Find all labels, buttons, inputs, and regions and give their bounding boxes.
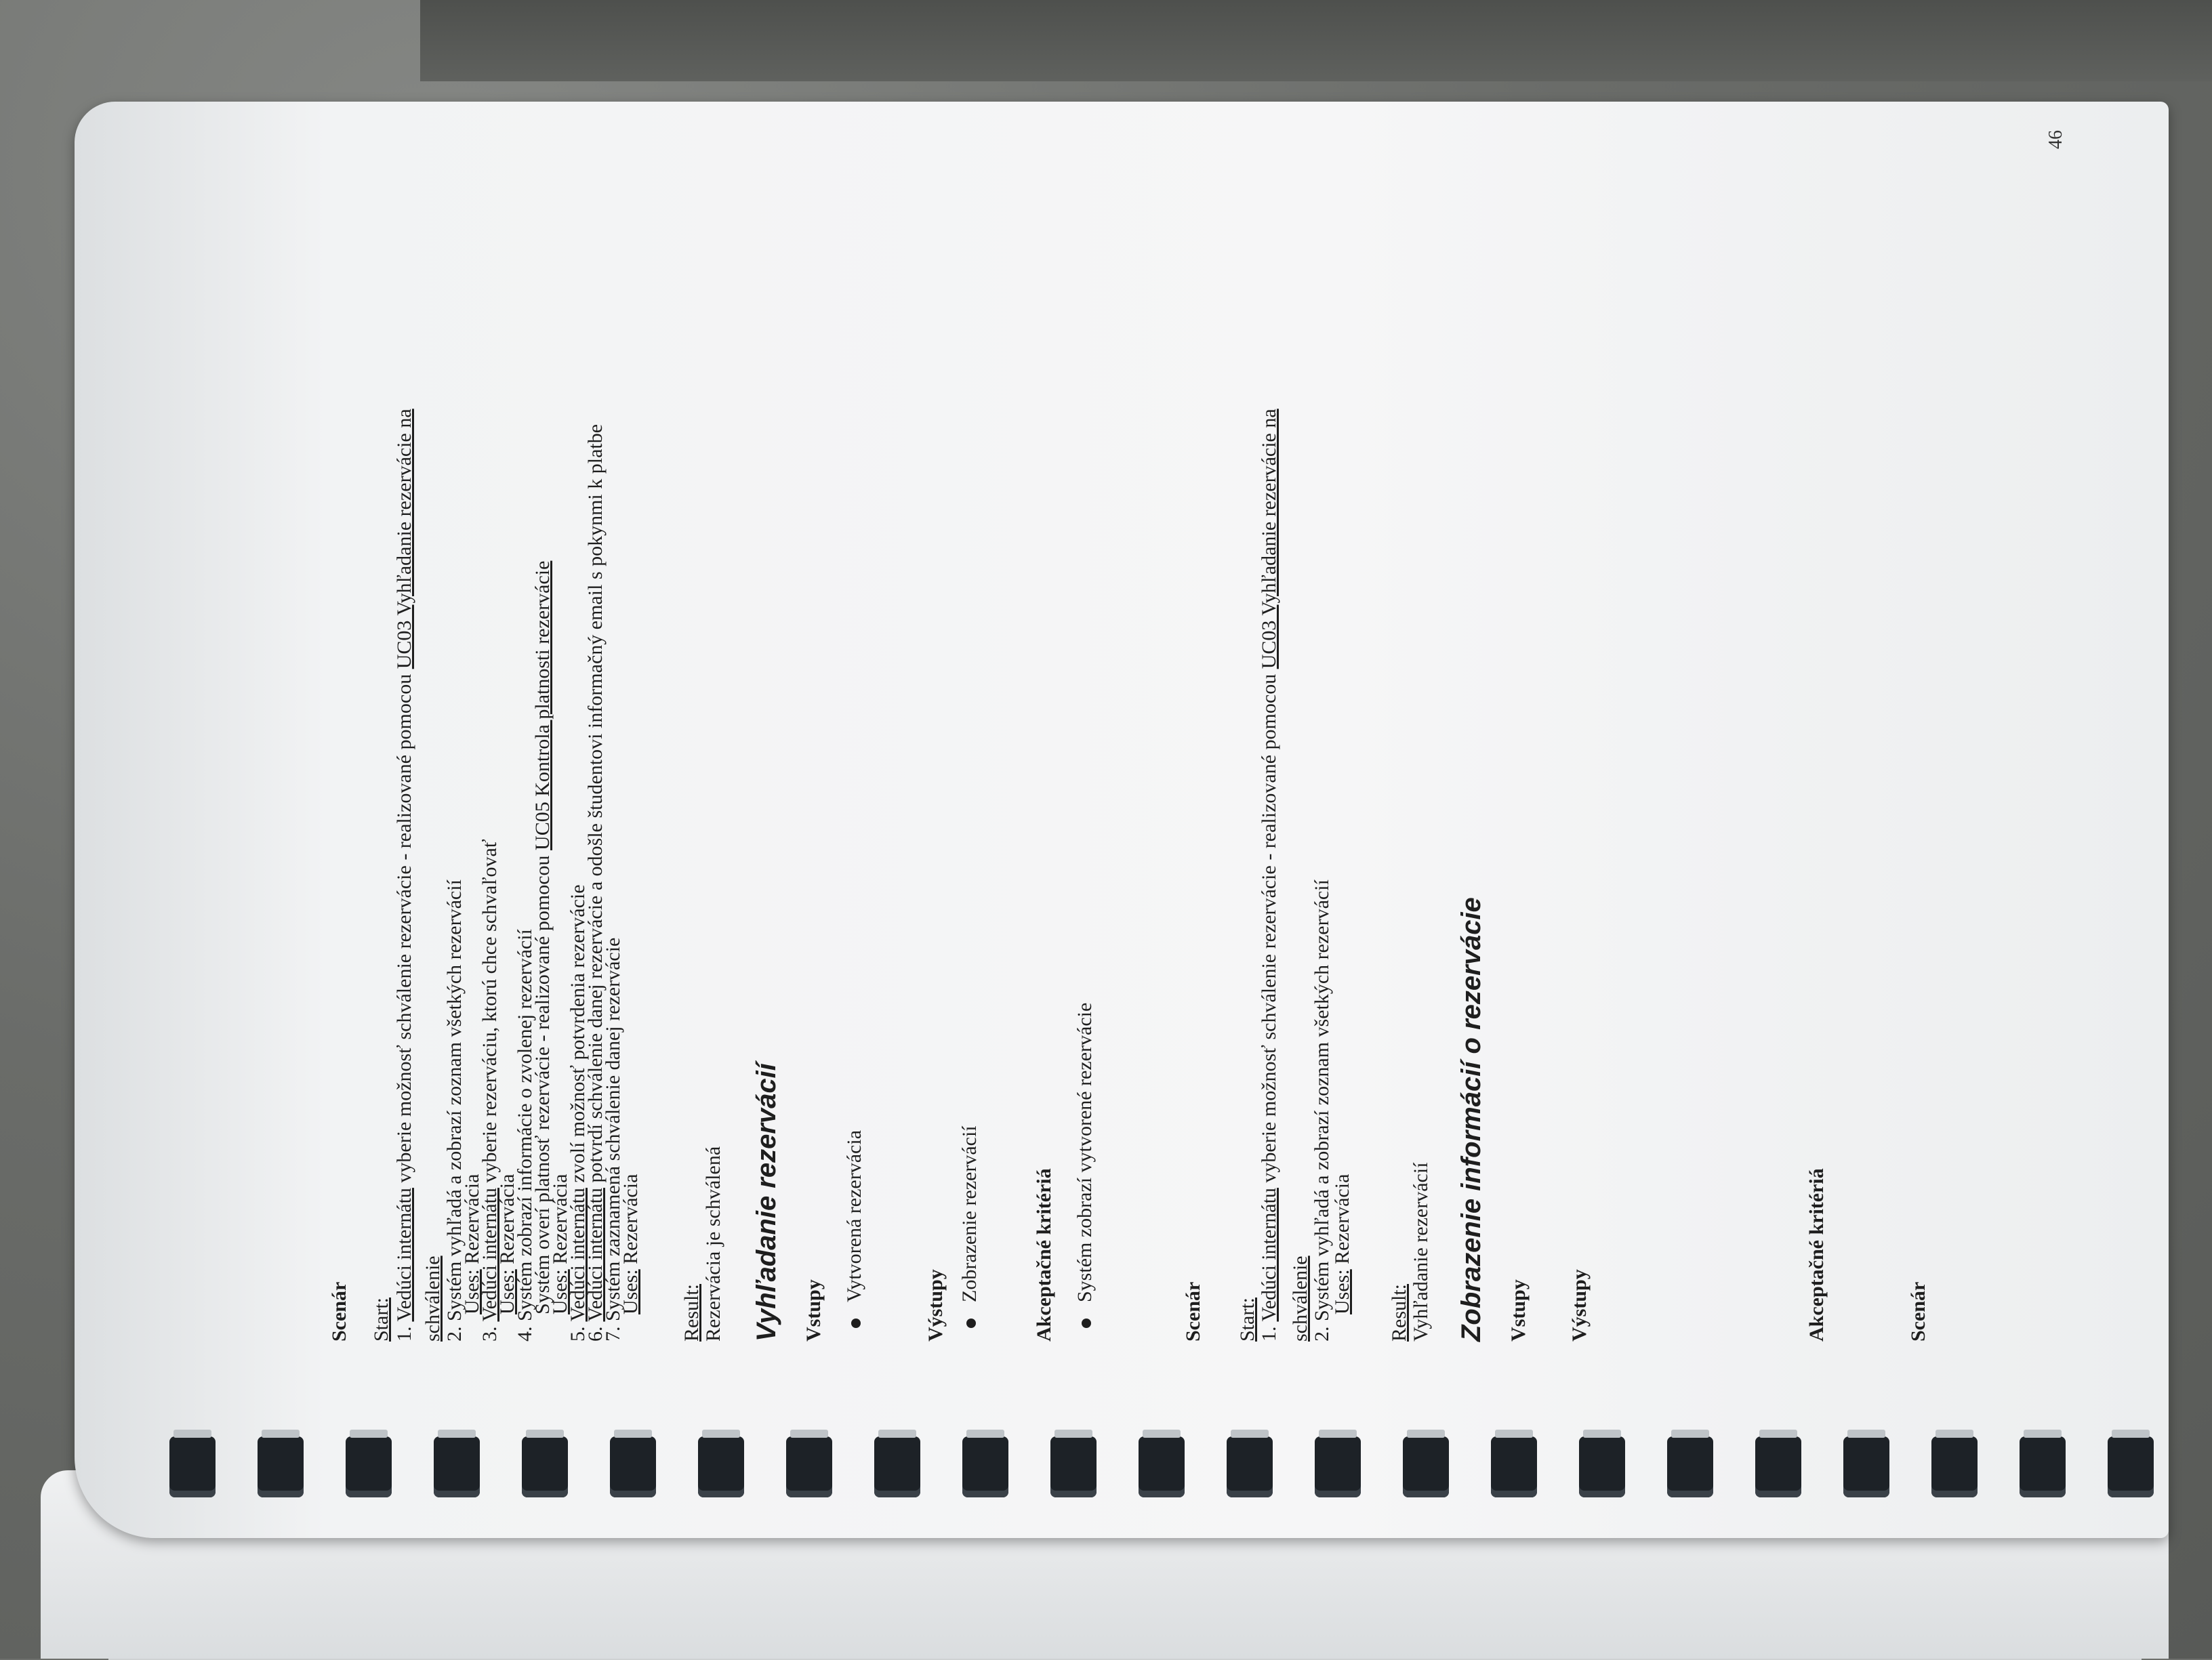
section-title: Vyhľadanie rezervácií [752, 1063, 781, 1342]
uses-line: Uses: Rezervácia [496, 1174, 518, 1314]
scenario-step: Systém overí platnosť rezervácie - realizované pomocou UC05 Kontrola platnosti rezervácie [531, 560, 554, 1314]
scenario-step: 6. Vedúci internátu potvrdí schválenie danej rezervácie a odošle študentovi informačný email s pokynmi k platbe [584, 423, 607, 1342]
section-title: Zobrazenie informácií o rezervácie [1456, 897, 1486, 1342]
uses-line: Uses: Rezervácia [619, 1174, 642, 1314]
binding-ring [698, 1436, 744, 1497]
vstupy-heading: Vstupy [802, 1279, 825, 1342]
binding-ring [1931, 1436, 1978, 1497]
binding-ring [2020, 1436, 2066, 1497]
binding-ring [434, 1436, 480, 1497]
scenario-step: 2. Systém vyhľadá a zobrazí zoznam všetkých rezervácií [443, 879, 466, 1342]
binding-ring [1139, 1436, 1185, 1497]
uses-line: Uses: Rezervácia [461, 1174, 483, 1314]
binding-ring [346, 1436, 392, 1497]
result-label: Result: [1388, 1283, 1410, 1342]
page-number: 46 [2045, 130, 2066, 149]
scenario-step: 4. Systém zobrazí informácie o zvolenej rezervácií [514, 929, 536, 1342]
binding-ring [2108, 1436, 2154, 1497]
bullet-item: Systém zobrazí vytvorené rezervácie [1071, 1003, 1099, 1328]
scenario-step: 1. Vedúci internátu vyberie možnosť schválenie rezervácie - realizované pomocou UC03 Vyhľadanie rezervácie na [393, 409, 415, 1342]
result-text: Vyhľadanie rezervácií [1410, 1162, 1432, 1342]
uses-line: Uses: Rezervácia [549, 1174, 571, 1314]
scenario-step: 5. Vedúci internátu zvolí možnosť potvrdenia rezervácie [567, 884, 589, 1342]
scenar-heading: Scenár [1182, 1281, 1204, 1342]
binding-ring [610, 1436, 656, 1497]
bullet-icon [1082, 1319, 1091, 1328]
bullet-icon [851, 1319, 861, 1328]
uses-line: Uses: Rezervácia [1331, 1174, 1353, 1314]
scenar-heading: Scenár [1907, 1281, 1929, 1342]
binding-ring [522, 1436, 568, 1497]
akceptacne-heading: Akceptačné kritériá [1805, 1168, 1828, 1342]
scenario-step: 2. Systém vyhľadá a zobrazí zoznam všetkých rezervácií [1311, 879, 1333, 1342]
binding-ring [786, 1436, 832, 1497]
binding-ring [1050, 1436, 1097, 1497]
binding-ring [1403, 1436, 1449, 1497]
scenario-step: schválenie [1289, 1256, 1311, 1342]
page-content-lower [1803, 54, 2212, 1342]
scenario-step: 1. Vedúci internátu vyberie možnosť schválenie rezervácie - realizované pomocou UC03 Vyhľadanie rezervácie na [1258, 409, 1280, 1342]
vystupy-heading: Výstupy [1568, 1269, 1591, 1342]
binding-ring [1491, 1436, 1537, 1497]
binding-ring [1843, 1436, 1889, 1497]
binding-ring [169, 1436, 216, 1497]
binding-ring [1667, 1436, 1713, 1497]
start-label: Start: [370, 1298, 392, 1342]
akceptacne-heading: Akceptačné kritériá [1033, 1168, 1055, 1342]
bullet-icon [966, 1319, 976, 1328]
scenar-heading: Scenár [328, 1281, 350, 1342]
vstupy-heading: Vstupy [1507, 1279, 1530, 1342]
scenario-step: schválenie [422, 1256, 444, 1342]
scenario-step: 3. Vedúci internátu vyberie rezerváciu, ktorú chce schvaľovať [478, 839, 501, 1342]
binding-ring [1755, 1436, 1801, 1497]
binding-ring [1315, 1436, 1361, 1497]
scenario-step: 7. Systém zaznamená schválenie danej rezervácie [602, 937, 624, 1342]
start-label: Start: [1236, 1298, 1258, 1342]
binding-ring [962, 1436, 1008, 1497]
bullet-item: Vytvorená rezervácia [840, 1130, 869, 1328]
binding-ring [1579, 1436, 1625, 1497]
spiral-binding [163, 1436, 2169, 1518]
result-label: Result: [680, 1283, 703, 1342]
binding-ring [1227, 1436, 1273, 1497]
binding-ring [874, 1436, 920, 1497]
result-text: Rezervácia je schválená [702, 1146, 724, 1342]
bullet-item: Zobrazenie rezervácií [956, 1125, 984, 1328]
binding-ring [258, 1436, 304, 1497]
vystupy-heading: Výstupy [924, 1269, 947, 1342]
